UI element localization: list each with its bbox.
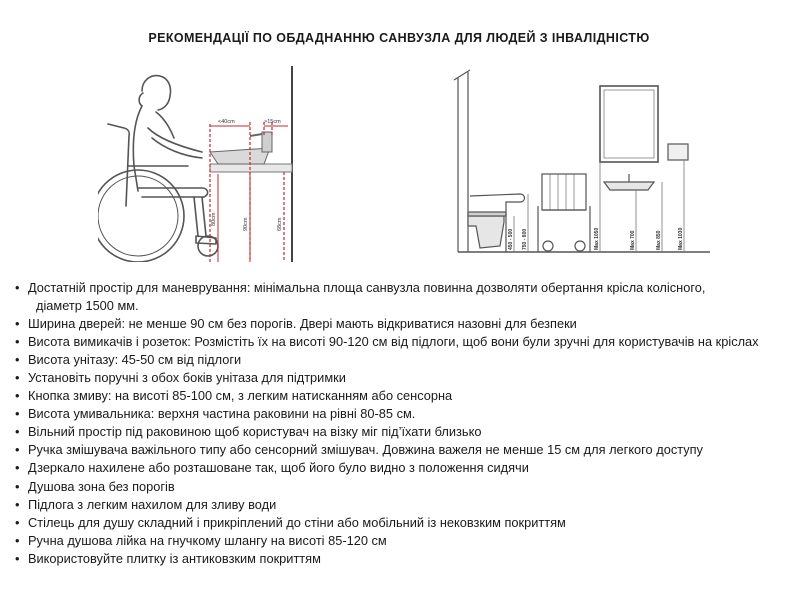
list-item-text: Підлога з легким нахилом для зливу води [28, 496, 277, 512]
dim-label: 450 - 500 [508, 228, 514, 250]
recommendations-list [14, 279, 798, 568]
dim-label: Max 1030 [678, 227, 684, 250]
list-item [14, 405, 798, 423]
list-item-text: Висота умивальника: верхня частина раковини на рівні 80-85 см. [28, 406, 416, 422]
list-item [14, 423, 798, 441]
list-item-text: Висота унітазу: 45-50 см від підлоги [28, 352, 242, 368]
list-item [14, 550, 798, 568]
dim-label: Max 1050 [594, 227, 600, 250]
wheelchair-washbasin-illustration [98, 66, 308, 262]
page-title: РЕКОМЕНДАЦІЇ ПО ОБДАДНАННЮ САНВУЗЛА ДЛЯ ЛЮДЕЙ З ІНВАЛІДНІСТЮ [148, 31, 650, 45]
list-item-text: Ручка змішувача важільного типу або сенсорний змішувач. Довжина важеля не менше 15 см для легкого доступу [28, 442, 703, 458]
list-item-text: Стілець для душу складний і прикріплений до стіни або мобільний із нековзким покриттям [28, 514, 566, 530]
list-item-text: Ширина дверей: не менше 90 см без порогів. Двері мають відкриватися назовні для безпеки [28, 316, 577, 332]
list-item-text: Вільний простір під раковиною щоб користувач на візку міг під’їхати близько [28, 424, 482, 440]
list-item-text: Душова зона без порогів [28, 478, 175, 494]
list-item [14, 478, 798, 496]
list-item [14, 279, 798, 315]
dim-label: <40cm [218, 119, 235, 125]
list-item-text: Використовуйте плитку із антиковзким покриттям [28, 550, 321, 566]
list-item-text: Ручна душова лійка на гнучкому шлангу на висоті 85-120 см [28, 532, 387, 548]
list-item [14, 387, 798, 405]
dim-label: >15cm [264, 119, 281, 125]
list-item [14, 514, 798, 532]
list-item [14, 351, 798, 369]
dim-label: Max 700 [630, 230, 636, 250]
bathroom-elevation-illustration [440, 66, 710, 262]
list-item [14, 496, 798, 514]
dim-label: 90cm [243, 217, 249, 231]
list-item-text: Висота вимикачів і розеток: Розмістіть їх на висоті 90-120 см від підлоги, щоб вони були зручні для користувачів на кріслах [28, 334, 759, 350]
list-item [14, 441, 798, 459]
list-item-text: Установіть поручні з обох боків унітаза для підтримки [28, 370, 346, 386]
list-item [14, 333, 798, 351]
list-item [14, 369, 798, 387]
list-item-text: Достатній простір для маневрування: мінімальна площа санвузла повинна дозволяти обертання крісла колісного, [28, 280, 706, 295]
list-item-text: Дзеркало нахилене або розташоване так, щоб його було видно з положення сидячи [28, 460, 529, 476]
dim-label: Max 850 [656, 230, 662, 250]
list-item [14, 532, 798, 550]
list-item [14, 459, 798, 477]
list-item [14, 315, 798, 333]
list-item-text: Кнопка змиву: на висоті 85-100 см, з легким натисканням або сенсорна [28, 388, 453, 404]
dim-label: 750 - 800 [522, 228, 528, 250]
dim-label: 68cm [277, 217, 283, 231]
list-item-text: діаметр 1500 мм. [36, 298, 139, 314]
dim-label: 80cm [211, 212, 217, 226]
